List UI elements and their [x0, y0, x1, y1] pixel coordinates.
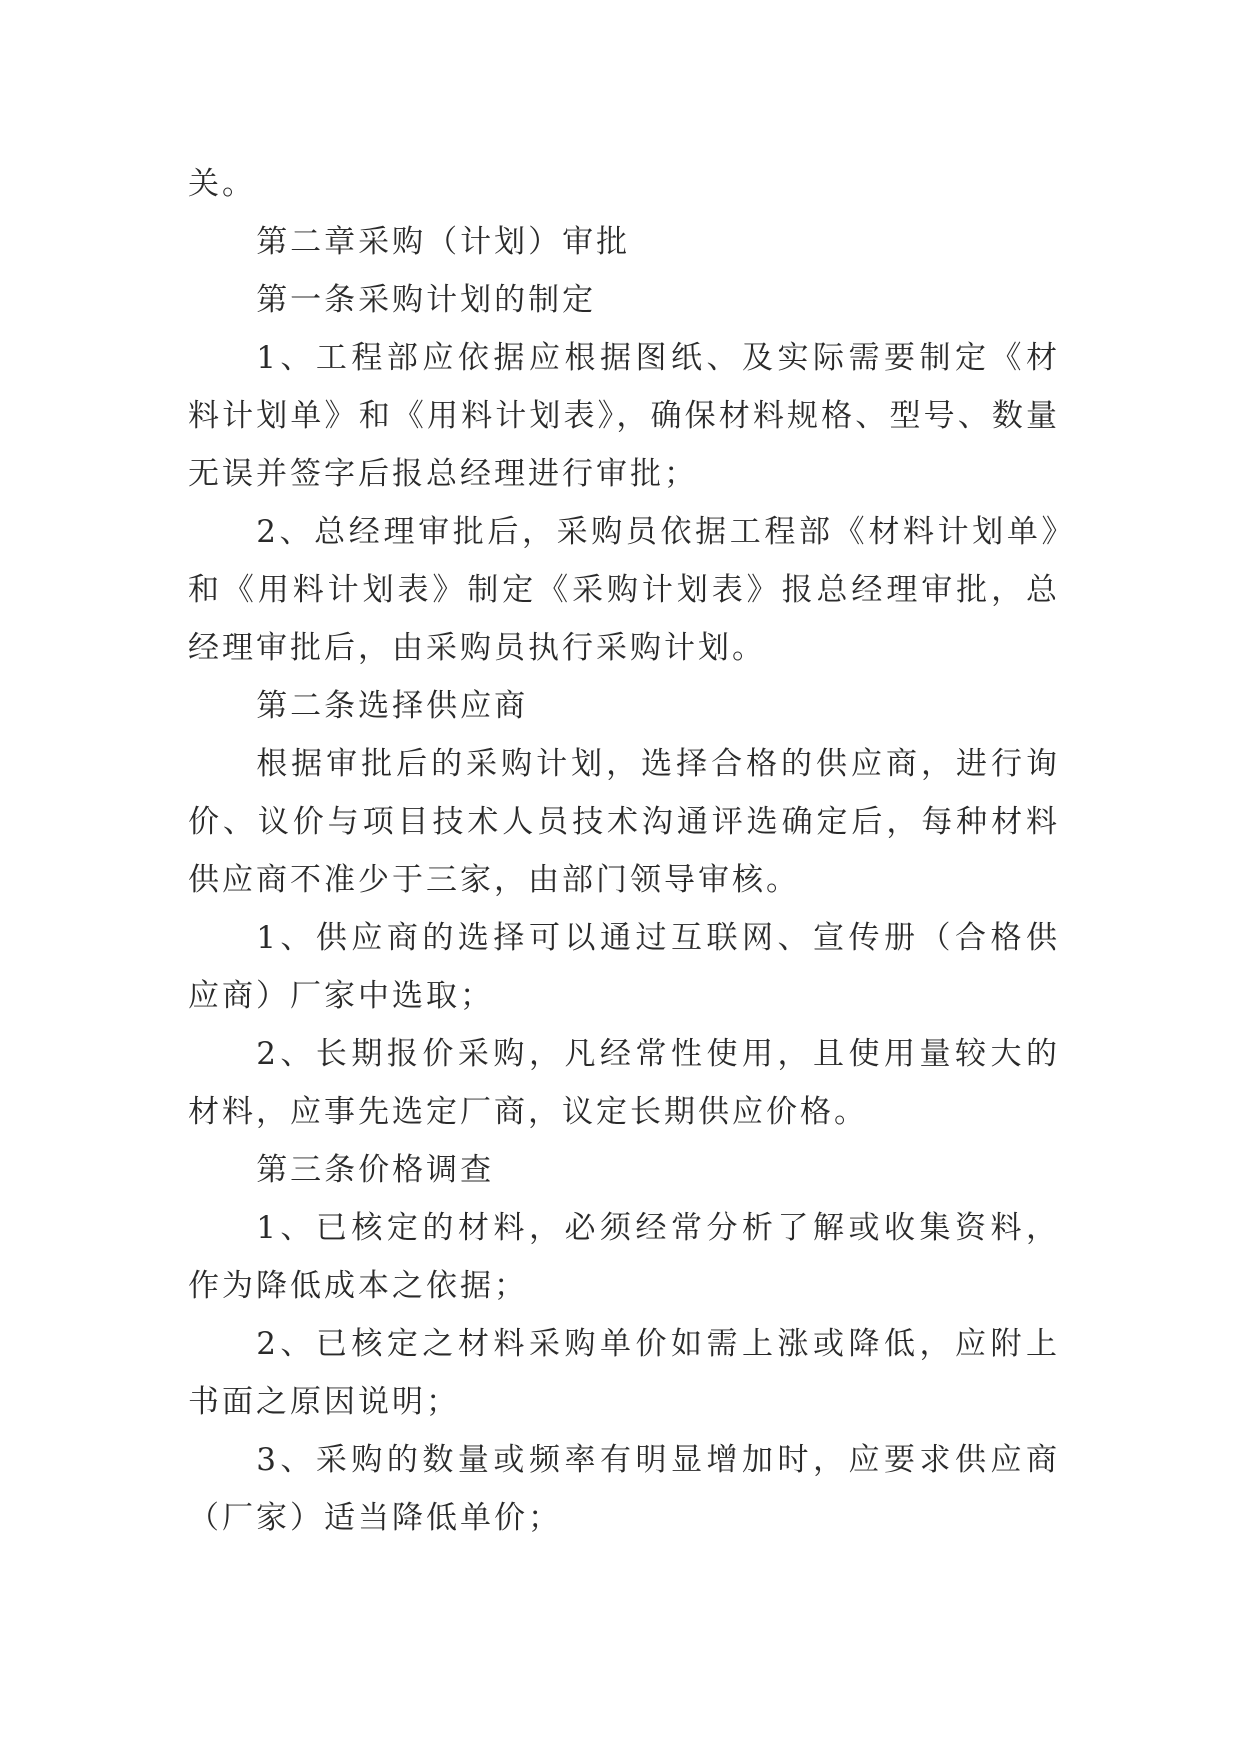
chapter-heading: 第二章采购（计划）审批	[256, 224, 631, 260]
paragraph-continuation: 关。	[188, 166, 256, 202]
article-heading: 第二条选择供应商	[256, 688, 529, 724]
document-body	[188, 155, 1060, 1547]
article-heading: 第一条采购计划的制定	[256, 282, 597, 318]
paragraph: 2、已核定之材料采购单价如需上涨或降低，应附上书面之原因说明；	[188, 1326, 1060, 1420]
paragraph: 1、工程部应依据应根据图纸、及实际需要制定《材料计划单》和《用料计划表》，确保材料规格、型号、数量无误并签字后报总经理进行审批；	[188, 340, 1060, 492]
paragraph: 2、总经理审批后，采购员依据工程部《材料计划单》和《用料计划表》制定《采购计划表》报总经理审批，总经理审批后，由采购员执行采购计划。	[188, 514, 1060, 666]
paragraph: 2、长期报价采购，凡经常性使用，且使用量较大的材料，应事先选定厂商，议定长期供应价格。	[188, 1036, 1060, 1130]
paragraph: 3、采购的数量或频率有明显增加时，应要求供应商（厂家）适当降低单价；	[188, 1442, 1060, 1536]
paragraph: 1、供应商的选择可以通过互联网、宣传册（合格供应商）厂家中选取；	[188, 920, 1060, 1014]
paragraph: 1、已核定的材料，必须经常分析了解或收集资料，作为降低成本之依据；	[188, 1210, 1060, 1304]
article-heading: 第三条价格调查	[256, 1152, 495, 1188]
paragraph: 根据审批后的采购计划，选择合格的供应商，进行询价、议价与项目技术人员技术沟通评选确定后，每种材料供应商不准少于三家，由部门领导审核。	[188, 746, 1060, 898]
